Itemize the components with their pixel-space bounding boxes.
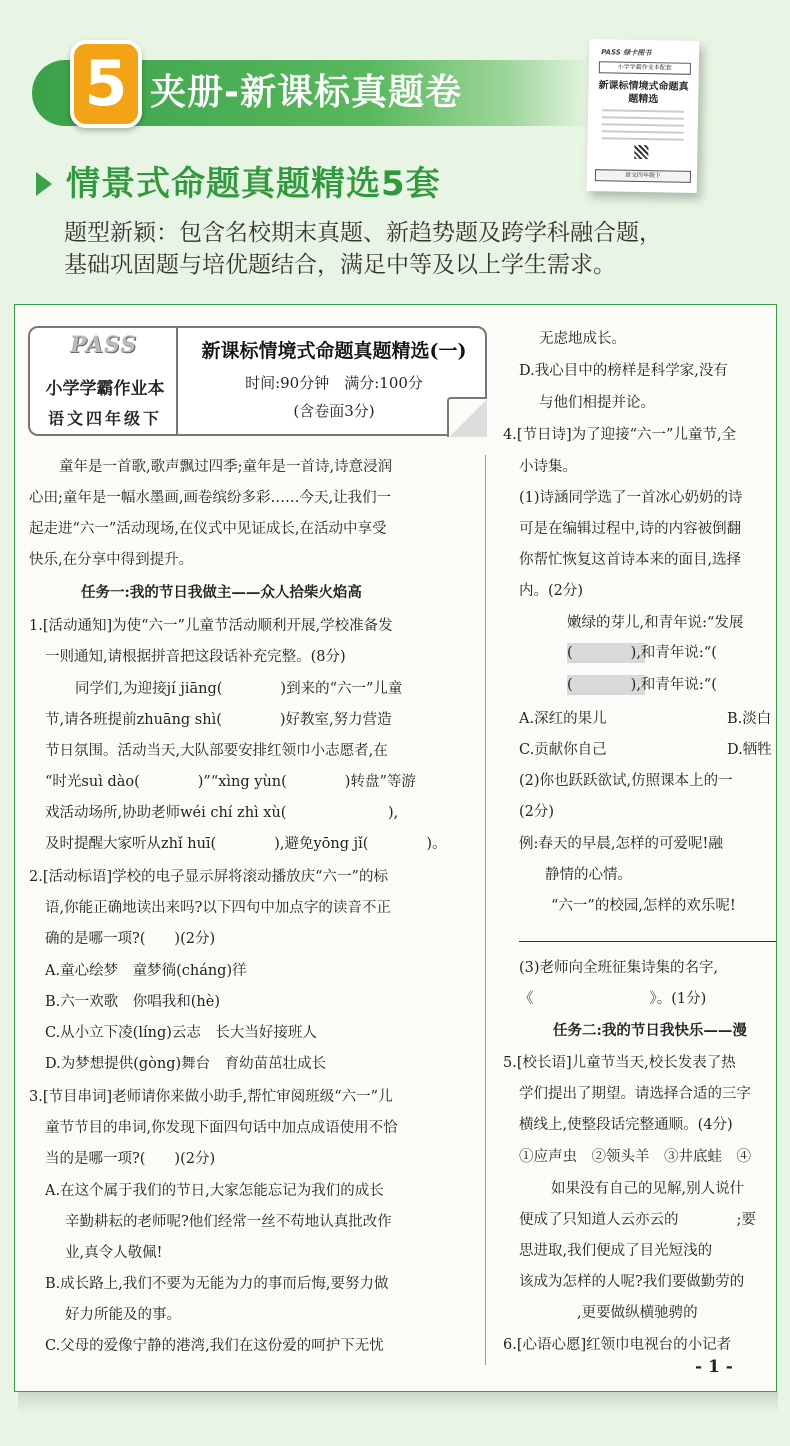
description [64,217,764,281]
intro-line: 心田;童年是一幅水墨画,画卷缤纷多彩……今天,让我们一 [29,490,392,506]
column-divider [485,455,486,1365]
question-line: 横线上,使整段话完整通顺。(4分) [519,1117,733,1133]
question-line: (1)诗涵同学选了一首冰心奶奶的诗 [519,490,743,506]
option-line: 与他们相提并论。 [539,395,655,411]
option-line: A.深红的果儿 [519,711,607,727]
paragraph-line: 如果没有自己的见解,别人说什 [551,1181,745,1197]
page-curl [447,397,487,437]
booklet-title: 新课标情境式命题真题精选 [598,80,689,106]
paragraph-line: 思进取,我们便成了目光短浅的 [519,1243,713,1259]
option-line: 辛勤耕耘的老师呢?他们经常一丝不苟地认真批改作 [65,1214,392,1230]
question-line: (2)你也跃跃欲试,仿照课本上的一 [519,773,733,789]
question-line: 小诗集。 [519,459,577,475]
triangle-bullet-icon [36,172,52,196]
question-line: 内。(2分) [519,583,584,599]
question-line: 节日氛围。活动当天,大队部要安排红领巾小志愿者,在 [45,743,388,759]
paper-header-box [28,326,487,436]
question-line: 当的是哪一项?( )(2分) [45,1151,216,1167]
option-line: B.六一欢歌 你唱我和(hè) [45,994,220,1010]
question-line: 学们提出了期望。请选择合适的三字 [519,1086,751,1102]
option-line: B.淡白 [727,711,772,727]
option-line: D.牺牲 [727,742,772,758]
booklet-series: 小学学霸作业本配套 [599,61,691,75]
question-line: 1.[活动通知]为使“六一”儿童节活动顺利开展,学校准备发 [29,618,393,634]
qr-code-icon [634,145,648,159]
question-line: 6.[心语心愿]红领巾电视台的小记者 [503,1337,732,1353]
question-line: 童节节目的串词,你发现下面四句话中加点成语使用不恰 [45,1120,398,1136]
question-line: “时光suì dào( )”“xìng yùn( )转盘”等游 [45,774,416,790]
option-line: C.贡献你自己 [519,742,607,758]
option-line: A.在这个属于我们的节日,大家怎能忘记为我们的成长 [45,1183,384,1199]
question-line: 2.[活动标语]学校的电子显示屏将滚动播放庆“六一”的标 [29,869,388,885]
option-line: B.成长路上,我们不要为无能为力的事而后悔,要努力做 [45,1276,389,1292]
pass-logo: PASS [70,332,138,358]
question-line: 节,请各班提前zhuāng shì( )好教室,努力营造 [45,712,392,728]
paper-shadow [18,1392,778,1414]
intro-line: 快乐,在分享中得到提升。 [29,552,194,568]
answer-line[interactable] [519,941,777,942]
booklet-cover [587,39,700,193]
question-line: 4.[节日诗]为了迎接“六一”儿童节,全 [503,427,737,443]
question-line: 确的是哪一项?( )(2分) [45,931,216,947]
paper-title: 新课标情境式命题真题精选(一) [201,340,467,362]
option-line: 业,真令人敬佩! [65,1245,163,1261]
exam-paper-page [14,304,777,1392]
paragraph-line: 该成为怎样的人呢?我们要做勤劳的 [519,1274,745,1290]
task-heading: 任务二:我的节日我快乐——漫 [553,1022,747,1039]
intro-line: 起走进“六一”活动现场,在仪式中见证成长,在活动中享受 [29,521,387,537]
paper-time-score: 时间:90分钟 满分:100分 [245,374,423,392]
booklet-text-lines [602,109,685,145]
poem-line-text: ( ),和青年说:“( [567,677,717,693]
question-line: 你帮忙恢复这首诗本来的面目,选择 [519,552,742,568]
header-grade: 语文四年级下 [47,409,162,428]
paragraph-line: ,更要做纵横驰骋的 [519,1305,698,1321]
description-line: 题型新颖：包含名校期末真题、新趋势题及跨学科融合题， [64,220,662,246]
option-line: D.我心目中的榜样是科学家,没有 [519,363,728,379]
question-line: 戏活动场所,协助老师wéi chí zhì xù( ), [45,805,399,821]
question-line: 语,你能正确地读出来吗?以下四句中加点字的读音不正 [45,900,391,916]
example-line: 静情的心情。 [545,867,632,883]
question-line: 一则通知,请根据拼音把这段话补充完整。(8分) [45,649,346,665]
example-line: 例:春天的早晨,怎样的可爱呢!融 [519,836,723,852]
section-subtitle: 情景式命题真题精选5套 [66,164,441,204]
question-line: 5.[校长语]儿童节当天,校长发表了热 [503,1055,736,1071]
option-line: C.父母的爱像宁静的港湾,我们在这份爱的呵护下无忧 [45,1338,384,1354]
task-heading: 任务一:我的节日我做主——众人拾柴火焰高 [81,584,362,601]
example-line: “六一”的校园,怎样的欢乐呢! [551,898,736,914]
question-line: 同学们,为迎接jí jiāng( )到来的“六一”儿童 [75,681,403,697]
option-line: D.为梦想提供(gòng)舞台 育幼苗茁壮成长 [45,1056,327,1072]
header-divider [176,328,178,434]
booklet-grade: 语文四年级下 [595,169,691,183]
option-line: 好力所能及的事。 [65,1307,181,1323]
page-number: - 1 - [695,1357,733,1377]
header-series: 小学学霸作业本 [45,379,165,399]
question-line: 无虑地成长。 [539,331,626,347]
poem-line: 嫩绿的芽儿,和青年说:“发展 [567,615,744,631]
question-line: (2分) [519,804,555,820]
paragraph-line: 便成了只知道人云亦云的 ;要 [519,1212,756,1228]
option-line: C.从小立下凌(líng)云志 长大当好接班人 [45,1025,317,1041]
banner-title: 夹册-新课标真题卷 [150,72,462,113]
option-line: A.童心绘梦 童梦徜(cháng)徉 [45,963,247,979]
section-number-badge: 5 [70,40,142,128]
option-line: ①应声虫 ②领头羊 ③井底蛙 ④ [519,1149,751,1165]
question-line: (3)老师向全班征集诗集的名字, [519,960,719,976]
booklet-logo: PASS 绿卡图书 [601,48,652,58]
question-line: 《 》。(1分) [519,991,707,1007]
paper-note: (含卷面3分) [293,402,375,420]
intro-line: 童年是一首歌,歌声飘过四季;童年是一首诗,诗意浸润 [59,459,393,475]
question-line: 及时提醒大家听从zhǐ huī( ),避免yōng jǐ( )。 [45,836,447,852]
question-line: 可是在编辑过程中,诗的内容被倒翻 [519,521,742,537]
description-line: 基础巩固题与培优题结合，满足中等及以上学生需求。 [64,252,616,278]
poem-line-text: ( ),和青年说:“( [567,645,717,661]
question-line: 3.[节目串词]老师请你来做小助手,帮忙审阅班级“六一”儿 [29,1089,393,1105]
